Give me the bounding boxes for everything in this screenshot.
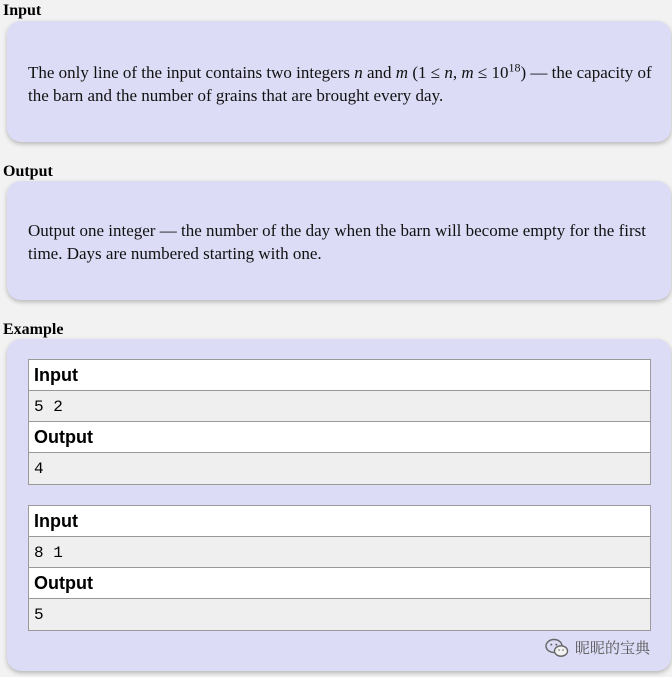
input-heading: Input bbox=[3, 2, 42, 19]
test-2-input-value[interactable]: 8 1 bbox=[29, 537, 650, 568]
test-1-input-label: Input bbox=[29, 360, 650, 391]
input-panel bbox=[7, 21, 671, 142]
var-n: n bbox=[354, 63, 363, 82]
constraint-le: ≤ 10 bbox=[473, 63, 509, 82]
output-panel bbox=[7, 181, 671, 300]
input-text-post: ) — the capacity of the barn and the number of grains that are brought every day. bbox=[28, 63, 652, 105]
wechat-icon bbox=[545, 638, 569, 658]
test-2-output-label: Output bbox=[29, 568, 650, 599]
watermark bbox=[545, 637, 650, 658]
example-panel bbox=[7, 339, 671, 671]
input-text-pre: The only line of the input contains two integers bbox=[28, 63, 355, 82]
watermark-text: 昵昵的宝典 bbox=[574, 639, 650, 657]
test-1-input-value[interactable]: 5 2 bbox=[29, 391, 650, 422]
constraint-m: m bbox=[461, 63, 474, 82]
example-heading: Example bbox=[3, 321, 64, 338]
constraint-n: n bbox=[444, 63, 453, 82]
input-description bbox=[28, 61, 653, 107]
example-test-2 bbox=[28, 505, 651, 631]
example-test-1 bbox=[28, 359, 651, 485]
test-2-output-value[interactable]: 5 bbox=[29, 599, 650, 630]
constraint-sep: , bbox=[452, 63, 462, 82]
output-heading: Output bbox=[3, 163, 53, 180]
test-1-output-label: Output bbox=[29, 422, 650, 453]
test-2-input-label: Input bbox=[29, 506, 650, 537]
output-description: Output one integer — the number of the day when the barn will become empty for the first time. Days are numbered starting with one. bbox=[28, 221, 646, 263]
constraint-exponent: 18 bbox=[508, 60, 521, 75]
var-m: m bbox=[395, 63, 409, 82]
input-text-and: and bbox=[362, 63, 396, 82]
constraint-open: (1 ≤ bbox=[408, 63, 445, 82]
test-1-output-value[interactable]: 4 bbox=[29, 453, 650, 484]
